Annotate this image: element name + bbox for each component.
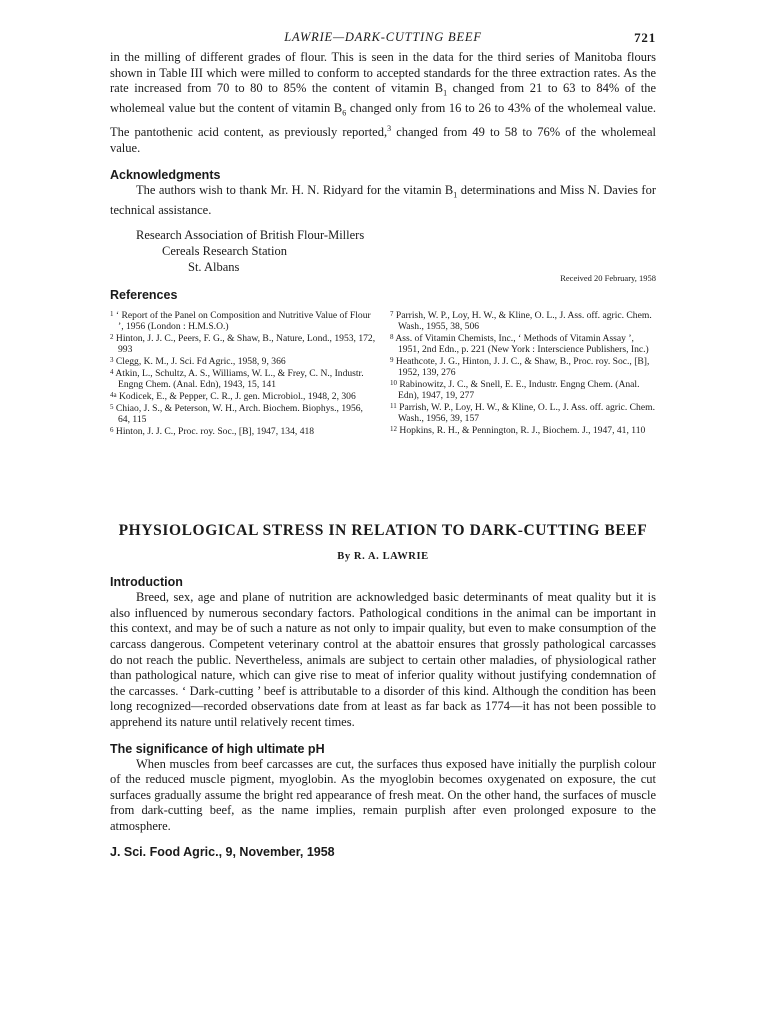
running-head-title: LAWRIE—DARK-CUTTING BEEF [284, 30, 482, 44]
acknowledgments-text: The authors wish to thank Mr. H. N. Ridyard for the vitamin $B_1$ determinations and Miss N. Davies for technical assistance. [110, 182, 656, 217]
reference-item [110, 332, 376, 355]
reference-item [110, 309, 376, 332]
article-title: PHYSIOLOGICAL STRESS IN RELATION TO DARK-CUTTING BEEF [118, 522, 648, 540]
reference-number: 3 [110, 356, 114, 365]
reference-item [110, 425, 376, 437]
reference-number: 11 [390, 402, 397, 411]
reference-text: ‘ Report of the Panel on Composition and Nutritive Value of Flour ’, 1956 (London : H.M.S.O.) [113, 310, 371, 333]
reference-number: 5 [110, 403, 114, 412]
received-date: Received 20 February, 1958 [560, 273, 656, 284]
reference-item [110, 402, 376, 425]
reference-text: Rabinowitz, J. C., & Snell, E. E., Industr. Engng Chem. (Anal. Edn), 1947, 19, 277 [397, 379, 640, 402]
running-head [110, 30, 656, 50]
page-number: 721 [634, 30, 656, 45]
reference-number: 4 [110, 368, 114, 377]
reference-item [390, 424, 656, 436]
page [110, 30, 656, 859]
journal-footer: J. Sci. Food Agric., 9, November, 1958 [110, 844, 335, 859]
references-column-right [390, 309, 656, 437]
byline: By R. A. LAWRIE [337, 551, 429, 563]
reference-text: Hinton, J. J. C., Proc. roy. Soc., [B], 1947, 134, 418 [113, 426, 315, 438]
reference-item [390, 401, 656, 424]
reference-number: 10 [390, 379, 397, 388]
reference-number: 4a [110, 391, 117, 400]
introduction-heading: Introduction [110, 575, 183, 590]
reference-number: 8 [390, 333, 394, 342]
references-list [110, 309, 656, 437]
references-column-left [110, 309, 376, 437]
reference-item [110, 367, 376, 390]
reference-item [390, 355, 656, 378]
reference-number: 1 [110, 310, 114, 319]
reference-item [110, 390, 376, 402]
acknowledgments-heading: Acknowledgments [110, 167, 221, 182]
reference-number: 7 [390, 310, 394, 319]
reference-text: Ass. of Vitamin Chemists, Inc., ‘ Methods of Vitamin Assay ’, 1951, 2nd Edn., p. 221 (New York : Interscience Publishers, Inc.) [393, 333, 649, 356]
reference-text: Kodicek, E., & Pepper, C. R., J. gen. Microbiol., 1948, 2, 306 [116, 391, 356, 403]
reference-text: Heathcote, J. G., Hinton, J. J. C., & Shaw, B., Proc. roy. Soc., [B], 1952, 139, 276 [393, 356, 650, 379]
reference-item [390, 332, 656, 355]
introduction-text: Breed, sex, age and plane of nutrition are acknowledged basic determinants of meat quality but it is also influenced by numerous secondary factors. Pathological conditions in the animal can be important in this context, and may be of such a nature as not only to impair quality, but even to make consumption of the carcass dangerous. Competent veterinary control at the abattoir ensures that grossly pathological carcasses do not reach the public. Nevertheless, animals are subject to certain other maladies, of physiological rather than pathological nature, which can give rise to meat of inferior quality without justifying condemnation of the carcasses. ‘ Dark-cutting ’ beef is attributable to a disorder of this kind. Although the condition has been long recognized—recorded observations date from at least as far back as 1774—it has not been possible to apprehend its nature until relatively recent times. [110, 590, 656, 729]
reference-item [390, 378, 656, 401]
reference-item [390, 309, 656, 332]
affiliation-address [110, 228, 656, 275]
reference-text: Atkin, L., Schultz, A. S., Williams, W. L., & Frey, C. N., Industr. Engng Chem. (Anal. Edn), 1943, 15, 141 [113, 368, 364, 391]
significance-heading: The significance of high ultimate pH [110, 741, 325, 756]
reference-text: Chiao, J. S., & Peterson, W. H., Arch. Biochem. Biophys., 1956, 64, 115 [113, 403, 363, 426]
reference-text: Parrish, W. P., Loy, H. W., & Kline, O. L., J. Ass. off. agric. Chem. Wash., 1955, 38, 506 [393, 310, 652, 333]
address-line: Cereals Research Station [162, 244, 287, 258]
reference-text: Hinton, J. J. C., Peers, F. G., & Shaw, B., Nature, Lond., 1953, 172, 993 [113, 333, 376, 356]
reference-item [110, 355, 376, 367]
address-line: Research Association of British Flour-Millers [136, 228, 365, 243]
reference-text: Parrish, W. P., Loy, H. W., & Kline, O. L., J. Ass. off. agric. Chem. Wash., 1956, 39, 157 [396, 402, 655, 425]
reference-number: 9 [390, 356, 394, 365]
address-line: St. Albans [188, 259, 240, 274]
reference-number: 2 [110, 333, 114, 342]
references-heading: References [110, 288, 178, 303]
reference-text: Hopkins, R. H., & Pennington, R. J., Biochem. J., 1947, 41, 110 [397, 425, 646, 437]
significance-text: When muscles from beef carcasses are cut, the surfaces thus exposed have initially the purplish colour of the reduced muscle pigment, myoglobin. As the myoglobin becomes oxygenated on exposure, the cut surfaces gradually assume the bright red appearance of fresh meat. On the other hand, the surfaces of muscle from dark-cutting beef, as the name implies, remain purplish after even prolonged exposure to the atmosphere. [110, 756, 656, 833]
reference-number: 12 [390, 425, 397, 434]
reference-number: 6 [110, 426, 114, 435]
reference-text: Clegg, K. M., J. Sci. Fd Agric., 1958, 9, 366 [113, 356, 286, 368]
intro-paragraph: in the milling of different grades of flour. This is seen in the data for the third series of Manitoba flours shown in Table III which were milled to conform to accepted standards for the three extraction rates. As the rate increased from 70 to 80 to 85% the content of vitamin $B_1$ changed from 21 to 63 to 84% of the wholemeal value but the content of vitamin $B_6$ changed only from 16 to 26 to 43% of the wholemeal value. The pantothenic acid content, as previously reported,$^3$ changed from 49 to 58 to 76% of the wholemeal value. [110, 50, 657, 156]
